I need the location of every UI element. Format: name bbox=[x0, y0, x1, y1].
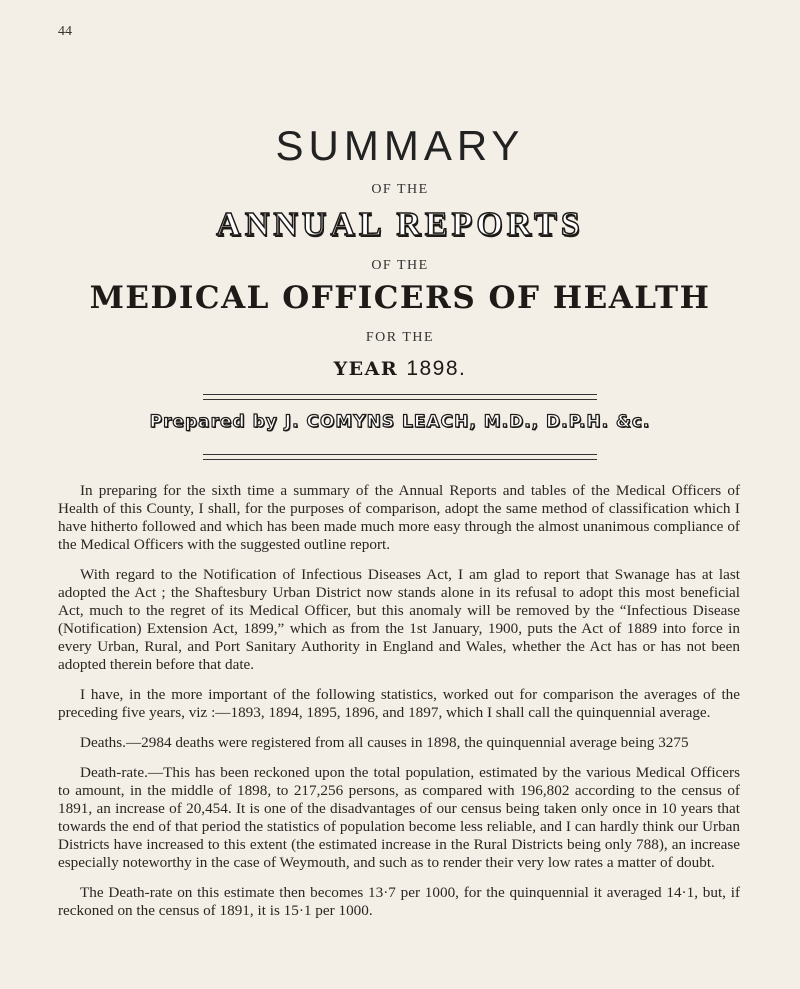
summary-title: SUMMARY bbox=[275, 122, 525, 169]
paragraph-averages: I have, in the more important of the following statistics, worked out for comparison the averages of the preceding five years, viz :—1893, 1894, 1895, 1896, and 1897, which I shall call the quinquennial average. bbox=[58, 686, 740, 721]
paragraph-death-rate-estimate: The Death-rate on this estimate then becomes 13·7 per 1000, for the quinquennial it averaged 14·1, but, if reckoned on the census of 1891, it is 15·1 per 1000. bbox=[58, 884, 740, 919]
divider-bottom bbox=[203, 454, 597, 460]
medical-officers-title: MEDICAL OFFICERS OF HEALTH bbox=[89, 280, 711, 316]
paragraph-death-rate: Death-rate.—This has been reckoned upon the total population, estimated by the various Medical Officers to amount, in the middle of 1898, to 217,256 persons, as compared with 196,802 according to the census of 1891, an increase of 20,454. It is one of the disadvantages of our census being taken only once in 10 years that towards the end of that period the statistics of population become less reliable, and I can hardly think our Urban Districts have increased to this extent (the estimated increase in the Rural Districts being only 788), an increase especially noteworthy in the case of Weymouth, and such as to render their very low rates a matter of doubt. bbox=[58, 764, 740, 871]
year-line bbox=[0, 357, 800, 381]
paragraph-notification: With regard to the Notification of Infectious Diseases Act, I am glad to report that Swanage has at last adopted the Act ; the Shaftesbury Urban District now stands alone in its refusal to adopt this most beneficial Act, much to the regret of its Medical Officer, but this anomaly will be removed by the “Infectious Disease (Notification) Extension Act, 1899,” which as from the 1st January, 1900, puts the Act of 1889 into force in every Urban, Rural, and Port Sanitary Authority in England and Wales, whether the Act has or has not been adopted therein before that date. bbox=[58, 566, 740, 673]
of-the-label: OF THE bbox=[371, 182, 429, 197]
annual-reports-title: ANNUAL REPORTS bbox=[216, 206, 584, 243]
for-the-label: FOR THE bbox=[365, 330, 435, 345]
page-number: 44 bbox=[58, 24, 72, 39]
paragraph-deaths: Deaths.—2984 deaths were registered from all causes in 1898, the quinquennial average being 3275 bbox=[80, 734, 689, 751]
year-label: YEAR bbox=[333, 358, 399, 380]
divider-top bbox=[203, 394, 597, 400]
prepared-by-line: Prepared by J. COMYNS LEACH, M.D., D.P.H. &c. bbox=[149, 412, 651, 432]
paragraph-intro: In preparing for the sixth time a summary of the Annual Reports and tables of the Medical Officers of Health of this County, I shall, for the purposes of comparison, adopt the same method of classification which I have hitherto followed and which has been made much more easy through the almost unanimous compliance of the Medical Officers with the suggested outline report. bbox=[58, 482, 740, 553]
year-value: 1898. bbox=[406, 357, 467, 380]
of-the-label-2: OF THE bbox=[371, 258, 429, 273]
report-body bbox=[58, 482, 740, 932]
